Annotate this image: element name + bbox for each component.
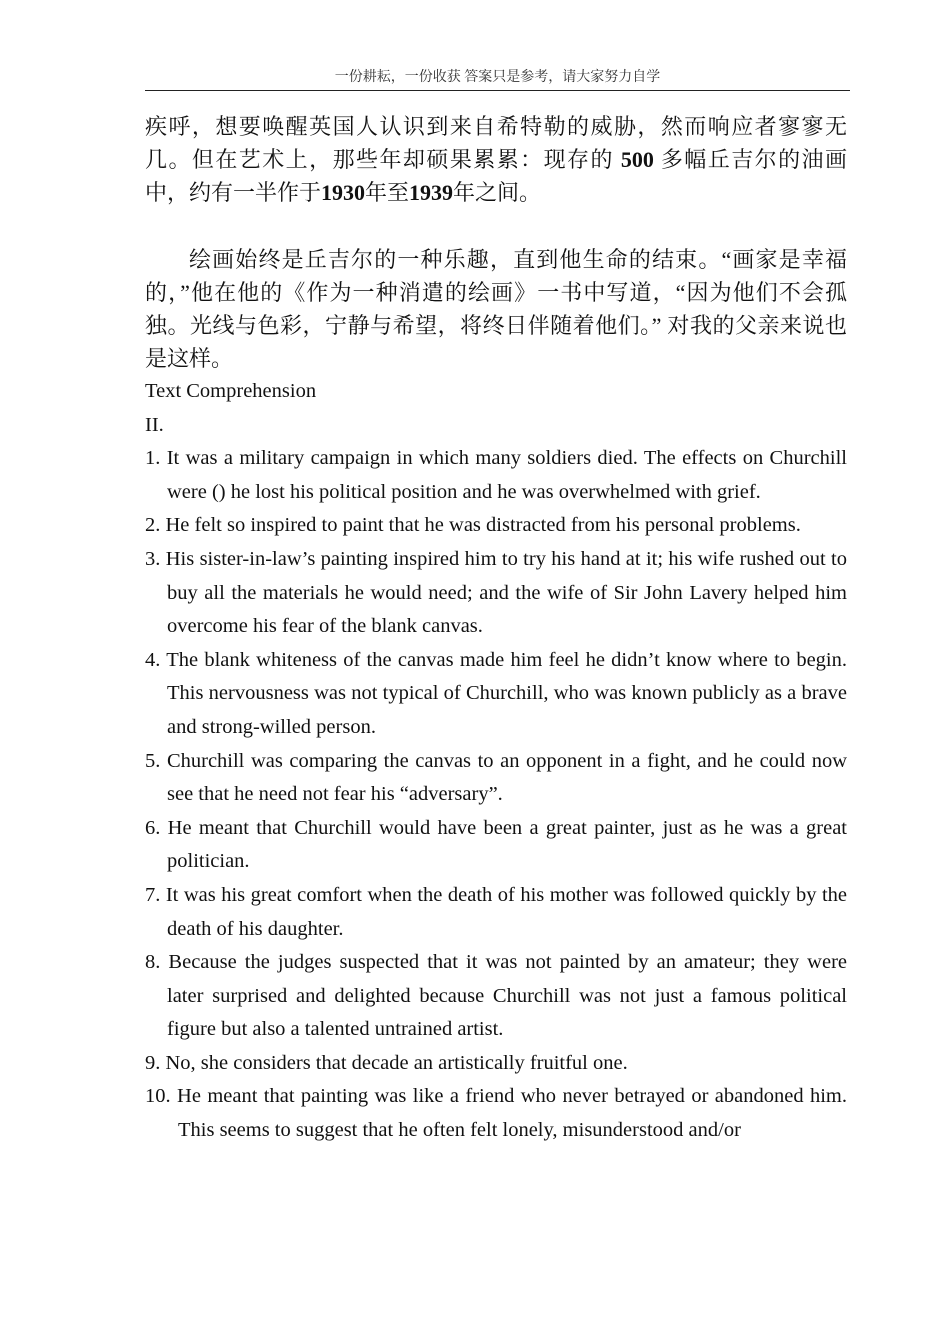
answer-item: 2. He felt so inspired to paint that he was distracted from his personal problems. xyxy=(145,514,801,537)
answer-item: 1. It was a military campaign in which many soldiers died. The effects on Churchill were () he lost his political position and he was overwhelmed with grief. xyxy=(145,447,847,503)
answer-list xyxy=(145,442,847,1147)
answer-item: 5. Churchill was comparing the canvas to an opponent in a fight, and he could now see that he need not fear his “adversary”. xyxy=(145,749,847,806)
text-span: 疾呼，想要唤醒英国人认识到来自希特勒的威胁，然而响应者寥寥无几。但在艺术上，那些年却硕果累累：现存的 xyxy=(145,114,847,172)
text-span: 年之间。 xyxy=(453,180,542,205)
section-title: Text Comprehension xyxy=(145,380,317,402)
paragraph-spacer xyxy=(145,209,847,243)
subsection-label: II. xyxy=(145,413,164,436)
number-500: 500 xyxy=(620,147,654,172)
number-1930: 1930 xyxy=(321,180,366,205)
answer-item: 9. No, she considers that decade an artistically fruitful one. xyxy=(145,1051,628,1074)
chinese-paragraph-2: 绘画始终是丘吉尔的一种乐趣，直到他生命的结束。“画家是幸福的，”他在他的《作为一种消遣的绘画》一书中写道，“因为他们不会孤独。光线与色彩，宁静与希望，将终日伴随着他们。” 对我的父亲来说也是这样。 xyxy=(145,247,847,371)
chinese-paragraph-1 xyxy=(145,110,847,209)
number-1939: 1939 xyxy=(409,180,454,205)
text-span: 年至 xyxy=(365,180,410,205)
page-header: 一份耕耘，一份收获 答案只是参考，请大家努力自学 xyxy=(145,68,850,91)
page-content xyxy=(145,110,847,1148)
answer-item: 4. The blank whiteness of the canvas made him feel he didn’t know where to begin. This nervousness was not typical of Churchill, who was known publicly as a brave and strong-willed person. xyxy=(145,648,847,738)
answer-item: 8. Because the judges suspected that it was not painted by an amateur; they were later surprised and delighted because Churchill was not just a famous political figure but also a talented untrained artist. xyxy=(145,951,847,1041)
answer-item: 3. His sister-in-law’s painting inspired him to try his hand at it; his wife rushed out to buy all the materials he would need; and the wife of Sir John Lavery helped him overcome his fear of the blank canvas. xyxy=(145,547,847,638)
answer-item: 6. He meant that Churchill would have been a great painter, just as he was a great politician. xyxy=(145,816,847,873)
text-span: 多幅丘吉尔的油画中，约有一半作于 xyxy=(145,147,847,205)
answer-item: 7. It was his great comfort when the death of his mother was followed quickly by the death of his daughter. xyxy=(145,883,847,940)
answer-item: 10. He meant that painting was like a friend who never betrayed or abandoned him. This seems to suggest that he often felt lonely, misunderstood and/or xyxy=(145,1085,847,1142)
